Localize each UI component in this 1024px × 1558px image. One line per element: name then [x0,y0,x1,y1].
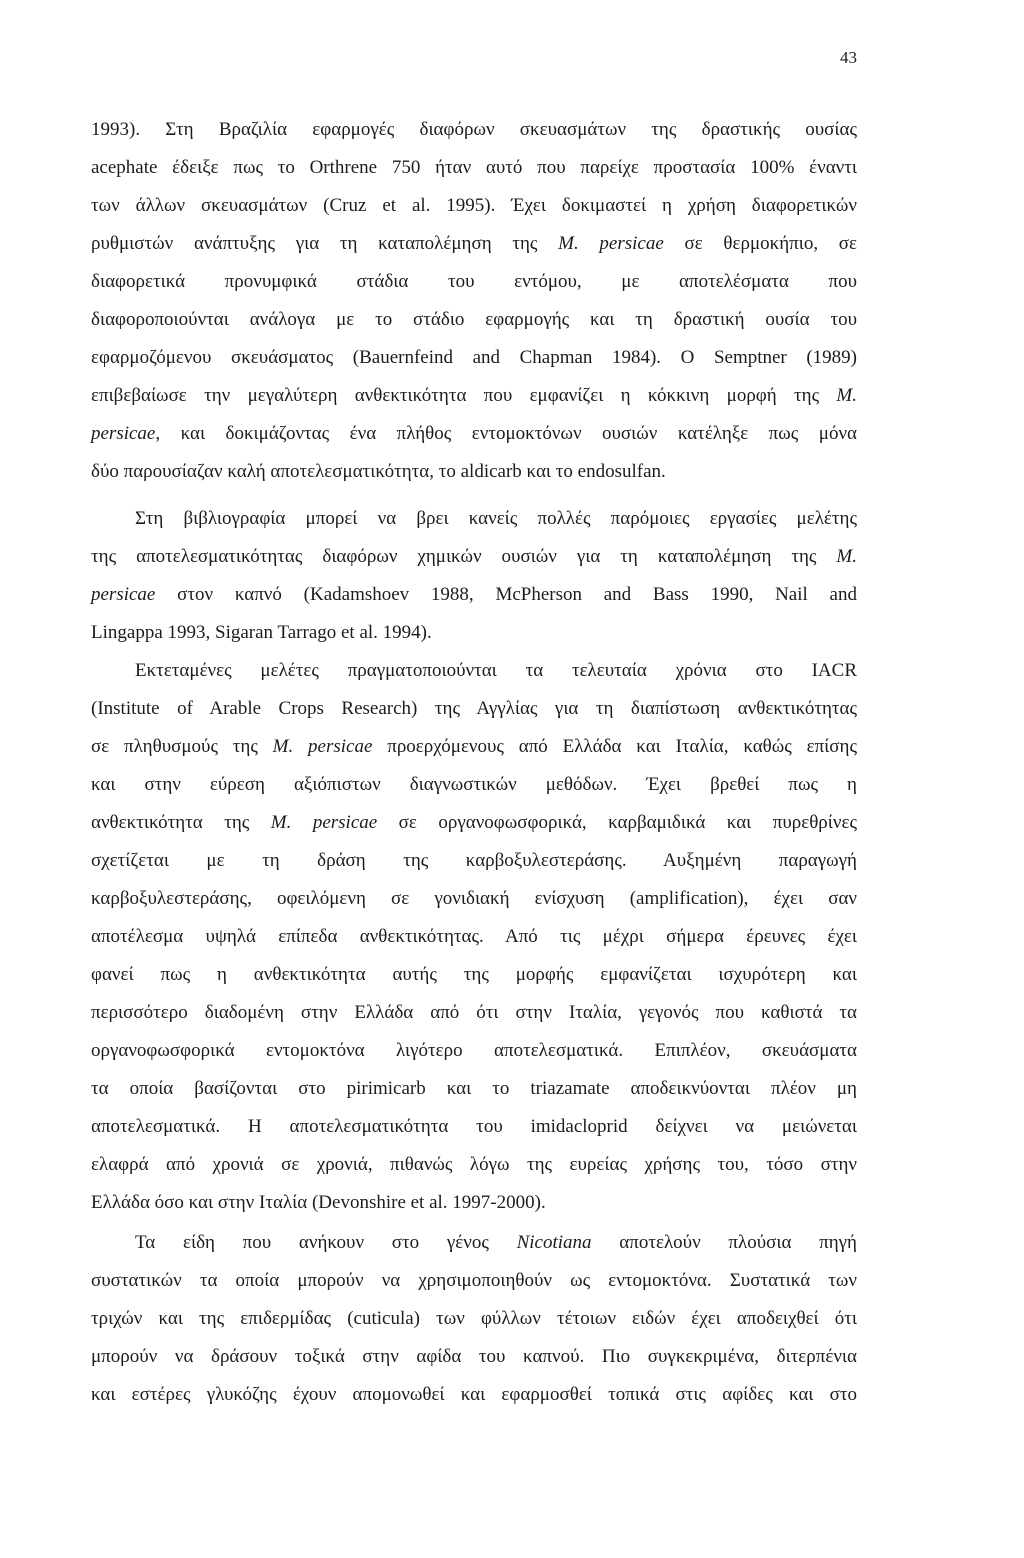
text-line: των άλλων σκευασμάτων (Cruz et al. 1995). Έχει δοκιμαστεί η χρήση διαφορετικών [91,195,857,216]
species-name: Μ. persicae [270,812,378,833]
text-line: τα οποία βασίζονται στο pirimicarb και το triazamate αποδεικνύονται πλέον μη [91,1078,857,1099]
text-line: συστατικών τα οποία μπορούν να χρησιμοποιηθούν ως εντομοκτόνα. Συστατικά των [91,1270,857,1291]
text-line: ρυθμιστών ανάπτυξης για τη καταπολέμηση της Μ. persicae σε θερμοκήπιο, σε [91,233,858,254]
text-line: persicae στον καπνό (Kadamshoev 1988, McPherson and Bass 1990, Nail and [91,584,857,605]
text-line: και εστέρες γλυκόζης έχουν απομονωθεί και εφαρμοσθεί τοπικά στις αφίδες και στο [91,1384,857,1405]
paragraph-first-line: Τα είδη που ανήκουν στο γένος Nicotiana αποτελούν πλούσια πηγή [135,1232,857,1253]
text-line: δύο παρουσίαζαν καλή αποτελεσματικότητα, το aldicarb και το endosulfan. [91,461,666,482]
species-name: Μ. [836,546,857,567]
text-line: acephate έδειξε πως το Orthrene 750 ήταν αυτό που παρείχε προστασία 100% έναντι [91,157,857,178]
text-line: φανεί πως η ανθεκτικότητα αυτής της μορφής εμφανίζεται ισχυρότερη και [91,964,857,985]
species-name: persicae [91,584,156,605]
paragraph-first-line: Εκτεταμένες μελέτες πραγματοποιούνται τα τελευταία χρόνια στο IACR [135,660,857,681]
text-line: αποτέλεσμα υψηλά επίπεδα ανθεκτικότητας. Από τις μέχρι σήμερα έρευνες έχει [91,926,857,947]
text-line: της αποτελεσματικότητας διαφόρων χημικών ουσιών για τη καταπολέμηση της Μ. [91,546,857,567]
text-line: Lingappa 1993, Sigaran Tarrago et al. 1994). [91,622,432,643]
text-line: περισσότερο διαδομένη στην Ελλάδα από ότι στην Ιταλία, γεγονός που καθιστά τα [91,1002,857,1023]
species-name: persicae [91,423,156,444]
text-line: καρβοξυλεστεράσης, οφειλόμενη σε γονιδιακή ενίσχυση (amplification), έχει σαν [91,888,857,909]
text-line: και στην εύρεση αξιόπιστων διαγνωστικών μεθόδων. Έχει βρεθεί πως η [91,774,857,795]
page-number: 43 [840,48,857,67]
species-name: Μ. persicae [558,233,664,254]
text-line: 1993). Στη Βραζιλία εφαρμογές διαφόρων σκευασμάτων της δραστικής ουσίας [91,119,857,140]
text-line: εφαρμοζόμενου σκευάσματος (Bauernfeind and Chapman 1984). Ο Semptner (1989) [91,347,857,368]
text-line: (Institute of Arable Crops Research) της Αγγλίας για τη διαπίστωση ανθεκτικότητας [91,698,857,719]
text-line: Ελλάδα όσο και στην Ιταλία (Devonshire et al. 1997-2000). [91,1192,546,1213]
text-line: διαφοροποιούνται ανάλογα με το στάδιο εφαρμογής και τη δραστική ουσία του [91,309,857,330]
text-line: οργανοφωσφορικά εντομοκτόνα λιγότερο αποτελεσματικά. Επιπλέον, σκευάσματα [91,1040,857,1061]
species-name: Μ. [836,385,857,406]
text-line: σε πληθυσμούς της Μ. persicae προερχόμενους από Ελλάδα και Ιταλία, καθώς επίσης [91,736,857,757]
text-line: σχετίζεται με τη δράση της καρβοξυλεστεράσης. Αυξημένη παραγωγή [91,850,857,871]
text-line: διαφορετικά προνυμφικά στάδια του εντόμου, με αποτελέσματα που [91,271,857,292]
text-line: μπορούν να δράσουν τοξικά στην αφίδα του καπνού. Πιο συγκεκριμένα, διτερπένια [91,1346,857,1367]
text-line: ανθεκτικότητα της Μ. persicae σε οργανοφωσφορικά, καρβαμιδικά και πυρεθρίνες [91,812,857,833]
text-line: persicae, και δοκιμάζοντας ένα πλήθος εντομοκτόνων ουσιών κατέληξε πως μόνα [91,423,857,444]
text-line: επιβεβαίωσε την μεγαλύτερη ανθεκτικότητα που εμφανίζει η κόκκινη μορφή της Μ. [91,385,857,406]
text-line: ελαφρά από χρονιά σε χρονιά, πιθανώς λόγω της ευρείας χρήσης του, τόσο στην [91,1154,857,1175]
text-line: αποτελεσματικά. Η αποτελεσματικότητα του imidacloprid δείχνει να μειώνεται [91,1116,857,1137]
text-line: τριχών και της επιδερμίδας (cuticula) των φύλλων τέτοιων ειδών έχει αποδειχθεί ότι [91,1308,857,1329]
species-name: Μ. persicae [272,736,373,757]
paragraph-first-line: Στη βιβλιογραφία μπορεί να βρει κανείς πολλές παρόμοιες εργασίες μελέτης [135,508,857,529]
genus-name: Nicotiana [516,1232,592,1253]
